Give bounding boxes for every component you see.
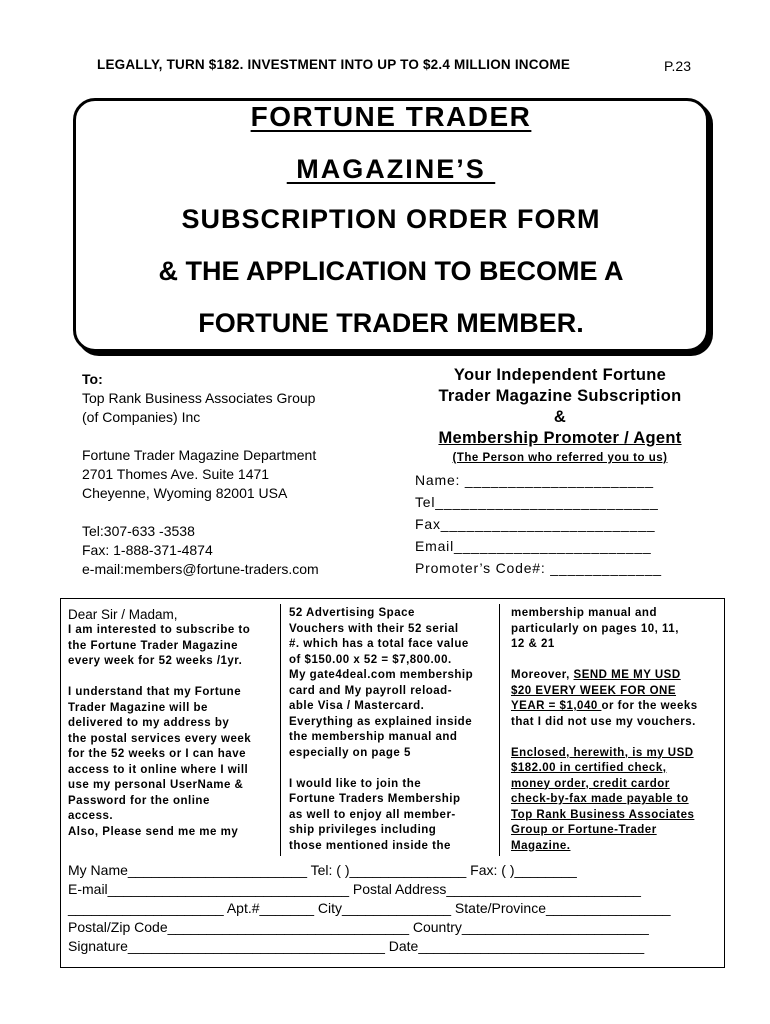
promoter-code-field[interactable]: Promoter’s Code#: _____________ <box>415 560 662 576</box>
form-text-line: #. which has a total face value <box>289 638 469 650</box>
to-line: Fortune Trader Magazine Department <box>82 447 317 463</box>
form-text-line: check-by-fax made payable to <box>511 793 689 805</box>
form-text-line: My gate4deal.com membership <box>289 669 474 681</box>
form-text-line: Trader Magazine will be <box>68 701 208 714</box>
form-text-line: ship privileges including <box>289 824 437 836</box>
form-column-2 <box>289 606 497 854</box>
name-tel-fax-fields[interactable]: My Name_______________________ Tel: ( )_______________ Fax: ( )________ <box>68 862 577 878</box>
form-text-line: YEAR = $1,040 or for the weeks <box>511 700 698 712</box>
title-line-1: FORTUNE TRADER <box>250 101 532 132</box>
form-column-1 <box>68 606 278 840</box>
form-text-line: the membership manual and <box>289 731 458 743</box>
title-box <box>73 98 709 352</box>
form-text-line: I would like to join the <box>289 777 422 790</box>
title-line-3: SUBSCRIPTION ORDER FORM <box>181 204 601 234</box>
to-fax: Fax: 1-888-371-4874 <box>82 542 213 558</box>
to-line: Top Rank Business Associates Group <box>82 390 316 406</box>
form-text-line: membership manual and <box>511 607 657 619</box>
title-line-4: & THE APPLICATION TO BECOME A <box>158 256 624 286</box>
to-line: 2701 Thomes Ave. Suite 1471 <box>82 466 270 482</box>
form-text-line: $20 EVERY WEEK FOR ONE <box>511 684 677 697</box>
column-divider <box>280 604 281 856</box>
form-text-line: access. <box>68 810 114 822</box>
form-text-line: of $150.00 x 52 = $7,800.00. <box>289 653 452 666</box>
form-text-line: particularly on pages 10, 11, <box>511 622 679 635</box>
form-text-line: able Visa / Mastercard. <box>289 700 425 712</box>
title-line-5: FORTUNE TRADER MEMBER. <box>198 308 584 338</box>
to-line: (of Companies) Inc <box>82 409 201 425</box>
page-number: P.23 <box>664 58 691 74</box>
form-text-line: Password for the online <box>68 794 210 807</box>
form-text-line: especially on page 5 <box>289 746 411 759</box>
promoter-tel-field[interactable]: Tel__________________________ <box>415 494 659 510</box>
form-text-line: card and My payroll reload- <box>289 684 453 697</box>
form-text-line: as well to enjoy all member- <box>289 808 456 821</box>
promoter-heading: Trader Magazine Subscription <box>438 387 682 405</box>
to-label: To: <box>82 371 103 387</box>
form-text-line: Top Rank Business Associates <box>511 808 695 821</box>
promoter-subheading: (The Person who referred you to us) <box>452 452 668 464</box>
signature-date-fields[interactable]: Signature_________________________________ Date_____________________________ <box>68 938 645 954</box>
page-headline: LEGALLY, TURN $182. INVESTMENT INTO UP TO $2.4 MILLION INCOME <box>97 57 571 72</box>
applicant-details <box>68 861 718 956</box>
to-email: e-mail:members@fortune-traders.com <box>82 561 319 577</box>
form-text-line: every week for 52 weeks /1yr. <box>68 655 243 667</box>
form-text-line: 12 & 21 <box>511 638 555 650</box>
form-text-line: Moreover, SEND ME MY USD <box>511 669 681 681</box>
form-text-line: the postal services every week <box>68 732 252 745</box>
promoter-fax-field[interactable]: Fax_________________________ <box>415 516 656 532</box>
promoter-name-field[interactable]: Name: ______________________ <box>415 472 654 488</box>
form-text-line: that I did not use my vouchers. <box>511 715 696 728</box>
form-text-line: Also, Please send me me my <box>68 825 239 838</box>
form-text-line: Everything as explained inside <box>289 715 473 728</box>
form-text-line: Magazine. <box>511 839 571 852</box>
promoter-heading-underlined: Membership Promoter / Agent <box>438 429 682 447</box>
form-text-line: I understand that my Fortune <box>68 686 242 698</box>
to-line: Cheyenne, Wyoming 82001 USA <box>82 485 288 501</box>
form-text-line: the Fortune Trader Magazine <box>68 639 239 652</box>
promoter-email-field[interactable]: Email_______________________ <box>415 538 652 554</box>
form-text-line: money order, credit cardor <box>511 777 670 790</box>
form-text-line: Enclosed, herewith, is my USD <box>511 746 694 759</box>
promoter-heading: & <box>553 408 567 426</box>
recipient-address <box>82 370 372 579</box>
form-text-line: 52 Advertising Space <box>289 607 415 619</box>
to-phone: Tel:307-633 -3538 <box>82 523 195 539</box>
column-divider <box>499 604 500 856</box>
form-column-3 <box>511 606 721 854</box>
form-text-line: I am interested to subscribe to <box>68 624 251 636</box>
form-text-line: $182.00 in certified check, <box>511 762 667 774</box>
form-text-line: access to it online where I will <box>68 763 249 776</box>
form-text-line: Vouchers with their 52 serial <box>289 622 459 635</box>
form-text-line: Fortune Traders Membership <box>289 793 461 805</box>
form-text-line: those mentioned inside the <box>289 839 451 852</box>
form-text-line: Group or Fortune-Trader <box>511 824 657 836</box>
form-text-line: for the 52 weeks or I can have <box>68 748 246 760</box>
promoter-heading: Your Independent Fortune <box>453 366 667 384</box>
greeting: Dear Sir / Madam, <box>68 607 178 622</box>
email-address-fields[interactable]: E-mail_______________________________ Postal Address_________________________ <box>68 881 641 897</box>
zip-country-fields[interactable]: Postal/Zip Code_______________________________ Country________________________ <box>68 919 649 935</box>
form-text-line: use my personal UserName & <box>68 779 244 791</box>
form-text-line: delivered to my address by <box>68 717 230 729</box>
title-line-2: MAGAZINE’S <box>286 154 496 184</box>
apt-city-state-fields[interactable]: ____________________ Apt.#_______ City______________ State/Province________________ <box>68 900 671 916</box>
promoter-section <box>415 365 705 577</box>
